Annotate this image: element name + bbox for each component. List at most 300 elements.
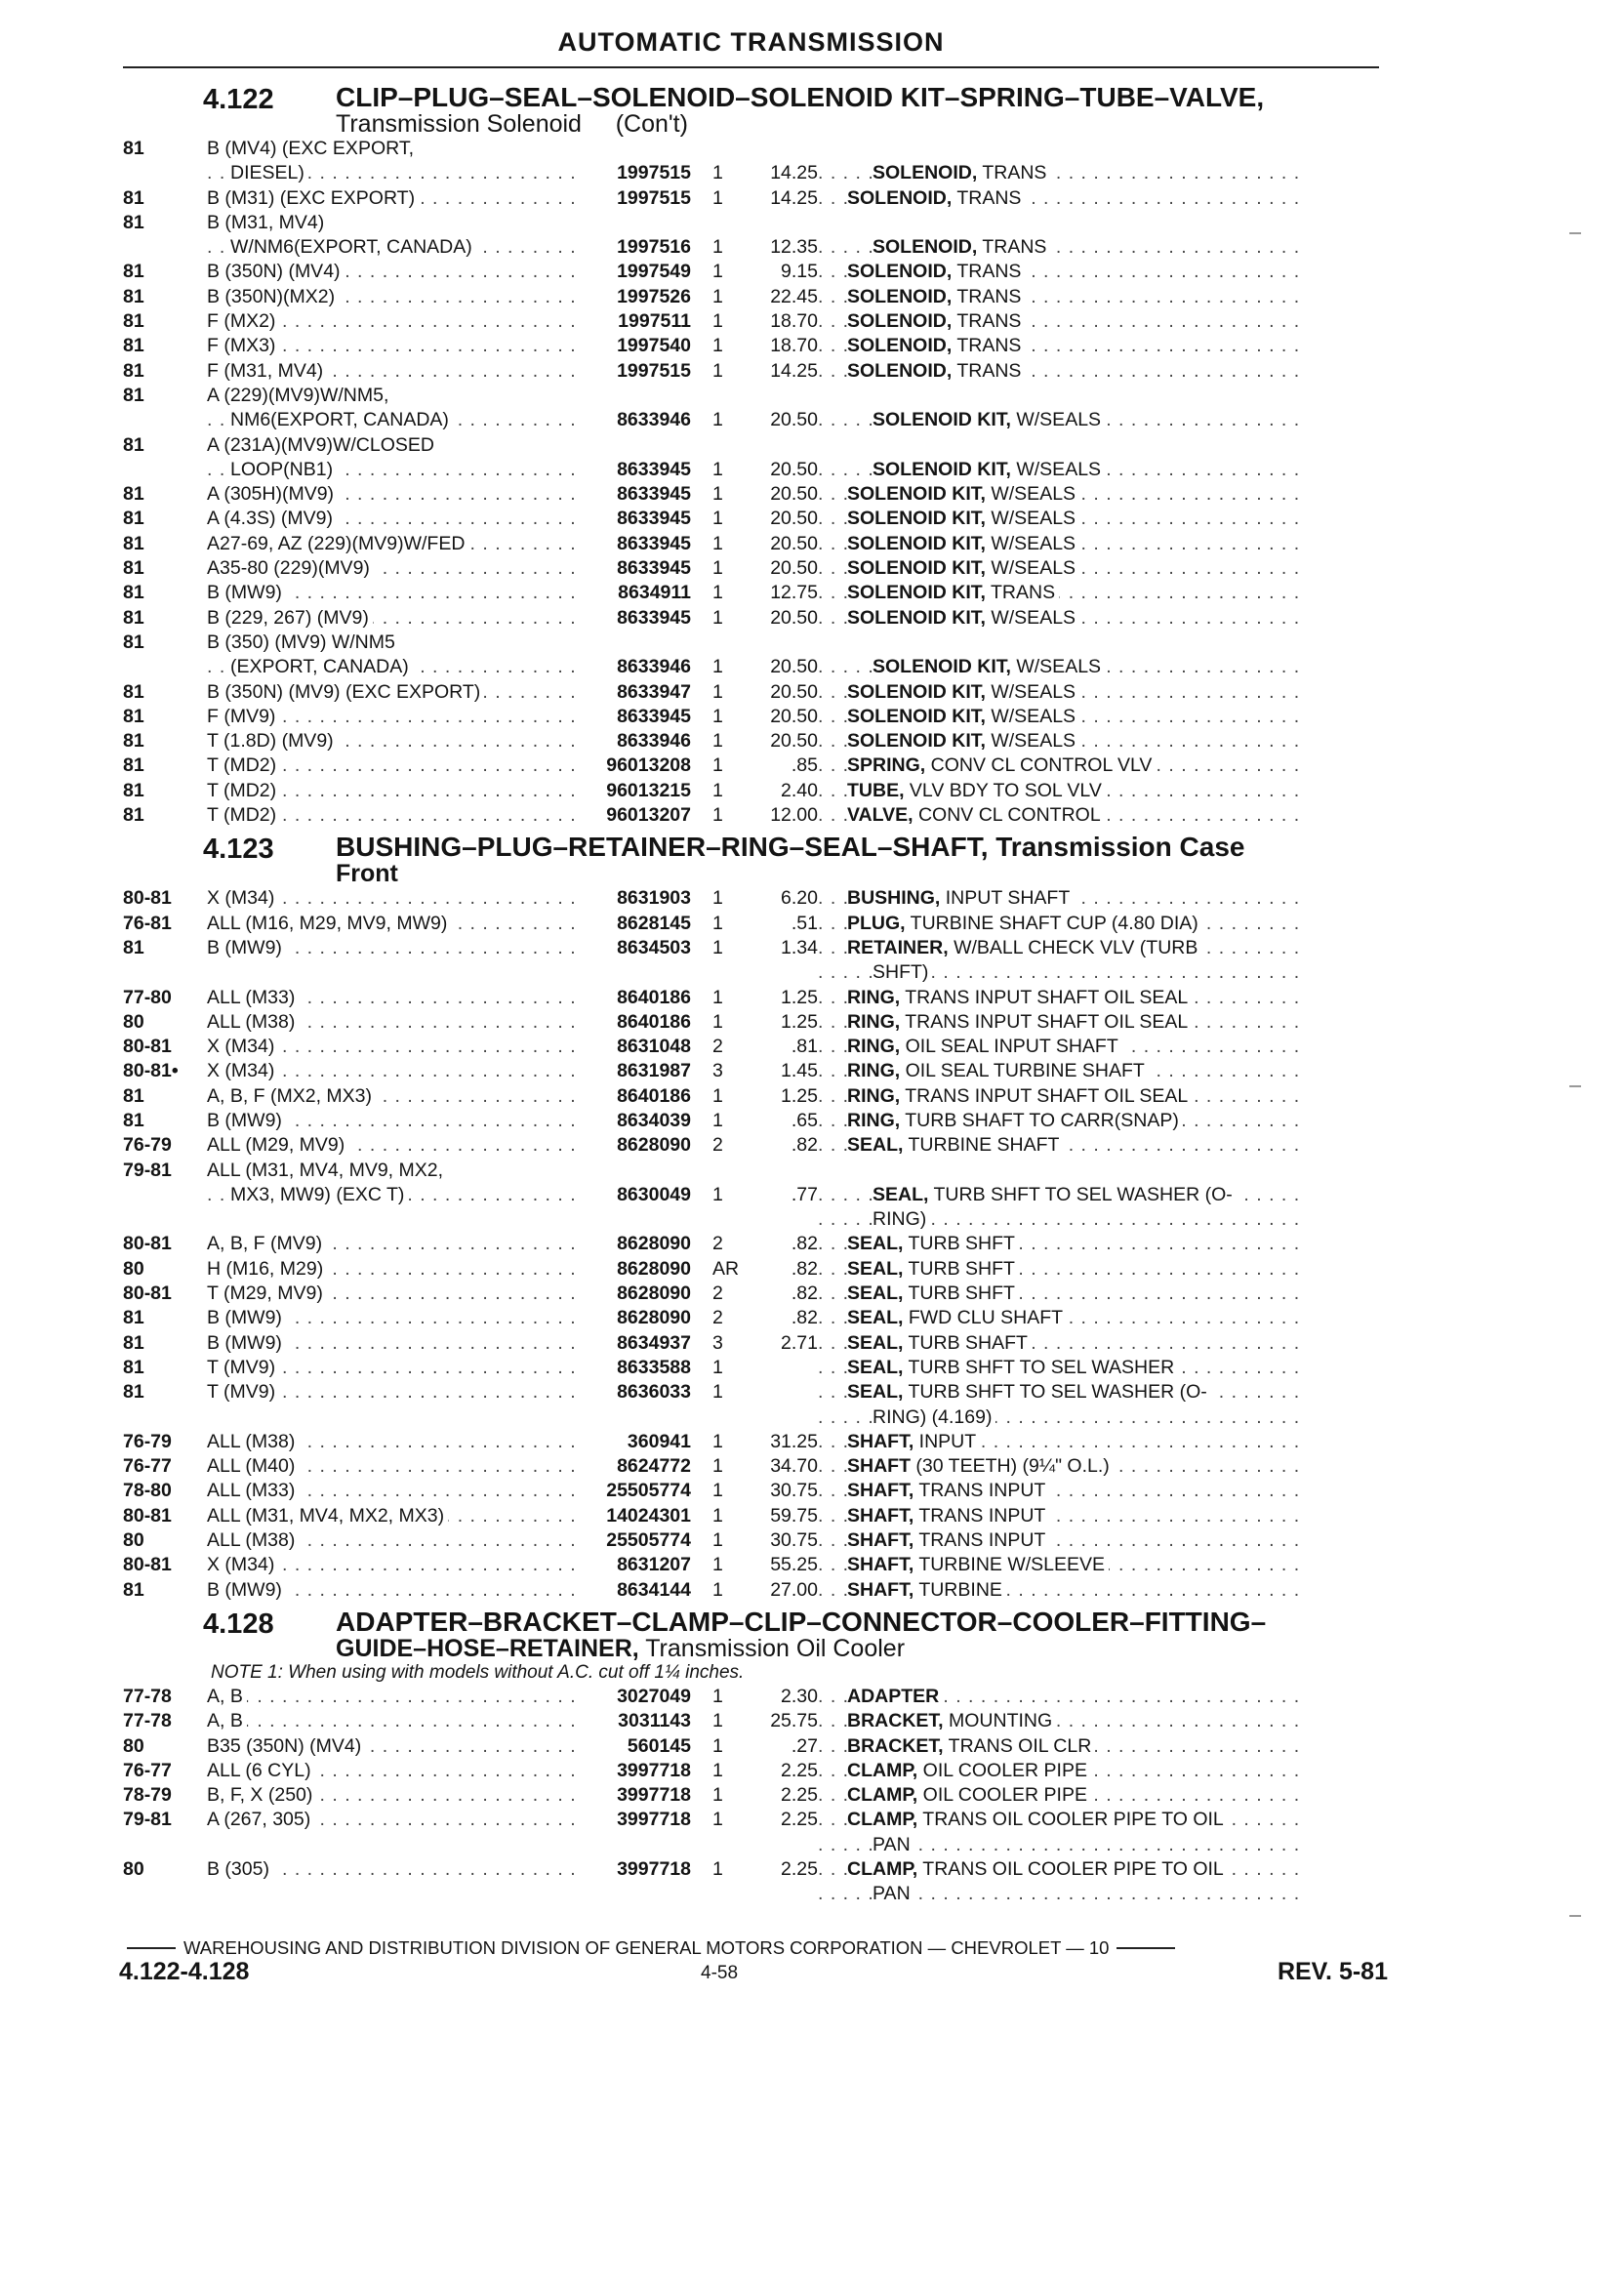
table-row [119,1454,1388,1479]
margin-mark [1569,232,1581,234]
part-name [847,706,1079,727]
application-text: (EXPORT, CANADA) [230,656,413,677]
table-row [119,1356,1388,1380]
part-name [847,557,1079,579]
part-number: 8636033 [617,1381,691,1404]
application-text: B (350N) (MV4) [207,261,345,282]
part-number: 8628090 [617,1257,691,1280]
application-text: NM6(EXPORT, CANADA) [230,409,453,430]
part-name-cell [818,211,1306,235]
part-name-detail: RING) (4.169) [873,1405,993,1428]
application-text: ALL (M29, MV9) [207,1134,348,1156]
application-text: T (MD2) [207,754,280,776]
table-row [119,1282,1388,1306]
application-cell [207,1183,584,1207]
table-row [119,1734,1388,1759]
part-name [873,162,1050,183]
part-name [847,1085,1192,1107]
quantity: 1 [712,236,723,259]
application-cell [207,960,584,985]
part-name-detail: INPUT [914,1430,977,1452]
part-name-cell [818,1159,1306,1183]
part-name [847,1011,1192,1033]
part-number: 8630049 [617,1183,691,1205]
part-name-detail: OIL SEAL TURBINE SHAFT [900,1060,1145,1082]
model-year: 80-81 [123,1504,172,1527]
table-row [119,705,1388,729]
part-number: 8640186 [617,1010,691,1033]
part-name-bold: SOLENOID KIT, [873,458,1011,480]
part-name [847,310,1025,332]
table-row [119,1430,1388,1454]
part-name-detail: TRANS OIL COOLER PIPE TO OIL [917,1858,1224,1880]
part-name [847,1784,1091,1806]
part-name [847,508,1079,529]
quantity: 1 [712,680,723,703]
part-name-detail: W/SEALS [985,532,1076,554]
table-row [119,1306,1388,1330]
application-cell [207,581,584,605]
part-name-bold: SHAFT, [847,1554,914,1576]
model-year: 80-81 [123,887,172,910]
price: 12.75 [770,582,818,604]
part-name [847,138,851,159]
part-name [847,261,1025,282]
parts-listing [119,78,1388,1907]
model-year [119,960,207,985]
application-cell [207,384,584,408]
part-name-cell [818,606,1306,631]
part-number: 8633945 [617,705,691,727]
part-number: 1997515 [617,359,691,382]
price: 30.75 [770,1529,818,1552]
application-cell [207,285,584,309]
application-cell [207,235,584,260]
part-number [584,1159,691,1183]
application-text: ALL (M16, M29, MV9, MW9) [207,913,451,934]
price: .81 [791,1036,818,1058]
application-text: F (MV9) [207,706,279,727]
part-number: 8633945 [617,557,691,580]
model-year: 81 [123,1307,144,1329]
price [746,1833,818,1857]
application-cell [207,779,584,803]
part-number: 8633946 [617,409,691,431]
application-text: A, B [207,1710,247,1731]
application-cell [207,556,584,581]
application-cell [207,1833,584,1857]
part-number: 560145 [627,1734,691,1757]
model-year: 81 [123,384,144,406]
model-year: 81 [123,186,144,209]
part-name [847,582,1059,603]
part-name [873,1834,914,1855]
table-row [119,235,1388,260]
application-cell [207,803,584,828]
model-year: 76-79 [123,1134,172,1157]
table-row [119,1808,1388,1832]
price: 12.35 [770,236,818,259]
part-name-detail: TURBINE SHAFT CUP (4.80 DIA) [905,912,1198,934]
model-year [119,161,207,185]
price: 18.70 [770,310,818,333]
price: 1.25 [781,1010,818,1033]
table-row [119,1578,1388,1603]
price: .82 [791,1134,818,1157]
part-name [847,1307,1067,1328]
part-name-bold: CLAMP, [847,1858,918,1880]
part-name-cell [818,1882,1306,1906]
model-year: 81 [123,680,144,703]
application-cell [207,1035,584,1059]
quantity: 1 [712,1480,723,1502]
table-row [119,803,1388,828]
part-name-bold: SPRING, [847,754,926,777]
application-cell [207,408,584,432]
part-name-cell [818,1133,1306,1158]
part-name-bold: SEAL, [847,1233,904,1255]
footer-division-text: WAREHOUSING AND DISTRIBUTION DIVISION OF GENERAL MOTORS CORPORATION — CHEVROLET — 10 [183,1937,1110,1958]
table-row [119,137,1388,161]
part-name-detail: TURB SHFT [903,1282,1015,1305]
quantity: 1 [712,508,723,530]
table-row [119,532,1388,556]
table-row [119,433,1388,458]
part-name-cell [818,1528,1306,1553]
application-text: F (MX3) [207,335,279,356]
application-text: H (M16, M29) [207,1258,327,1280]
part-name-cell [818,1331,1306,1356]
price: 20.50 [770,705,818,727]
table-row [119,334,1388,358]
price: 14.25 [770,359,818,382]
model-year: 81 [123,310,144,333]
model-year [119,1183,207,1207]
part-name-bold: SOLENOID, [847,261,953,283]
part-name-bold: SOLENOID KIT, [847,582,986,604]
application-cell [207,1306,584,1330]
part-name-cell [818,1010,1306,1035]
part-name-detail: TRANS INPUT SHAFT OIL SEAL [900,1084,1189,1107]
table-row [119,986,1388,1010]
application-text: T (MV9) [207,1381,279,1403]
application-text: B (MW9) [207,937,286,958]
application-text: ALL (6 CYL) [207,1760,315,1781]
part-name [873,656,1105,677]
part-name [847,987,1192,1008]
part-name-cell [818,1808,1306,1832]
part-name [847,730,1079,752]
part-name-bold: SHAFT, [847,1430,914,1452]
application-text: B (MW9) [207,1579,286,1601]
application-cell [207,1059,584,1083]
part-name-detail: TURB SHFT TO SEL WASHER (O- [903,1381,1207,1404]
part-number: 96013208 [606,754,691,777]
part-name [847,385,851,406]
price: 2.25 [781,1759,818,1781]
part-name [847,212,851,233]
part-name [847,1735,1095,1757]
page-header-title: AUTOMATIC TRANSMISSION [557,27,945,57]
part-number: 8633946 [617,730,691,753]
section-title: ADAPTER–BRACKET–CLAMP–CLIP–CONNECTOR–COOLER–FITTING– [336,1606,1267,1637]
part-name-detail: TRANS OIL COOLER PIPE TO OIL [917,1809,1224,1831]
quantity: 1 [712,186,723,209]
part-name-detail: OIL COOLER PIPE [917,1784,1087,1807]
part-name [847,780,1106,801]
application-cell [207,1356,584,1380]
part-name-bold: SOLENOID KIT, [847,557,986,580]
model-year: 81 [123,1109,144,1131]
part-name-cell [818,779,1306,803]
table-row [119,1759,1388,1783]
part-name-bold: SOLENOID, [847,335,953,357]
application-text: X (M34) [207,887,278,909]
part-name-cell [818,384,1306,408]
model-year: 80-81• [123,1060,179,1082]
part-name-detail: W/SEALS [985,508,1076,530]
table-row [119,161,1388,185]
model-year: 81 [123,335,144,357]
part-name-bold: SEAL, [873,1183,929,1205]
part-name-cell [818,1479,1306,1503]
part-name-detail: TURBINE W/SLEEVE [914,1554,1106,1576]
part-number: 8633588 [617,1356,691,1378]
model-year: 81 [123,631,144,653]
quantity: 1 [712,458,723,480]
application-cell [207,1159,584,1183]
quantity [691,960,746,985]
part-name-bold: SOLENOID KIT, [873,409,1011,431]
part-name-detail: RING) [873,1208,927,1231]
part-number [584,960,691,985]
quantity [691,137,746,161]
section-subtitle [336,111,1388,137]
quantity: 1 [712,1010,723,1033]
part-name-detail: FWD CLU SHAFT [903,1307,1064,1329]
application-text [230,1208,234,1230]
section-1 [119,834,1388,1603]
application-text [230,1406,234,1428]
part-number: 8624772 [617,1455,691,1478]
part-name-cell [818,803,1306,828]
application-cell [207,886,584,911]
price: .82 [791,1282,818,1305]
quantity: 1 [712,1504,723,1527]
application-text: B (MW9) [207,582,286,603]
application-cell [207,606,584,631]
part-name-bold: SHAFT [847,1455,911,1478]
part-number: 96013207 [606,804,691,827]
quantity [691,433,746,458]
part-name [847,1036,1122,1057]
part-name-bold: CLAMP, [847,1809,918,1831]
part-name-cell [818,581,1306,605]
part-name-bold: RING, [847,1084,901,1107]
quantity: 2 [712,1233,723,1255]
model-year: 81 [123,1381,144,1404]
price: 20.50 [770,606,818,629]
part-name-bold: SHAFT, [847,1480,914,1502]
application-cell [207,753,584,778]
price: 59.75 [770,1504,818,1527]
part-number [584,1207,691,1232]
application-cell [207,655,584,679]
quantity: 1 [712,1685,723,1707]
application-text: ALL (M38) [207,1529,299,1551]
table-row [119,260,1388,284]
part-name-cell [818,1783,1306,1808]
part-number [584,1833,691,1857]
quantity: 1 [712,1455,723,1478]
application-cell [207,1504,584,1528]
table-row [119,1331,1388,1356]
quantity: 1 [712,409,723,431]
quantity [691,211,746,235]
part-name-detail: TURB SHAFT TO CARR(SNAP) [900,1109,1179,1131]
quantity [691,631,746,655]
model-year: 81 [123,754,144,777]
part-number: 8633945 [617,532,691,554]
price: 20.50 [770,508,818,530]
price: 1.25 [781,1084,818,1107]
price: 25.75 [770,1710,818,1732]
part-name-bold: SOLENOID, [873,162,978,184]
model-year: 81 [123,606,144,629]
part-name [873,1184,1237,1205]
model-year: 81 [123,804,144,827]
application-text: B (305) [207,1858,273,1880]
application-cell [207,532,584,556]
application-text: B (350N)(MX2) [207,286,339,307]
part-number: 3997718 [617,1858,691,1880]
quantity: 1 [712,335,723,357]
model-year: 81 [123,557,144,580]
price: 2.40 [781,779,818,801]
application-text: B (229, 267) (MV9) [207,607,373,629]
part-name-bold: SEAL, [847,1282,904,1305]
part-name-detail: W/SEALS [1010,458,1102,480]
quantity: 1 [712,1430,723,1452]
part-name [847,1686,943,1707]
part-name-detail: (30 TEETH) (9¼" O.L.) [911,1455,1110,1478]
quantity: 1 [712,1809,723,1831]
part-name-cell [818,161,1306,185]
part-name-bold: SOLENOID KIT, [847,730,986,753]
application-text: T (M29, MV9) [207,1282,327,1304]
section-subtitle-bold: Front [336,860,398,888]
section-2 [119,1608,1388,1907]
quantity: 2 [712,1036,723,1058]
part-number: 8633945 [617,483,691,506]
part-name-bold: SOLENOID, [847,310,953,333]
section-subtitle-text: Transmission Oil Cooler [638,1634,906,1662]
application-text: T (MD2) [207,780,280,801]
part-number: 3997718 [617,1759,691,1781]
model-year: 81 [123,1084,144,1107]
part-number [584,1882,691,1906]
part-name-detail: PAN [873,1883,911,1905]
price: .82 [791,1257,818,1280]
part-name-bold: RING, [847,1036,901,1058]
quantity [691,384,746,408]
part-number: 8631207 [617,1554,691,1576]
part-number: 96013215 [606,779,691,801]
part-name-cell [818,309,1306,334]
quantity: 1 [712,1183,723,1205]
application-cell [207,1109,584,1133]
part-name [847,483,1079,505]
part-number: 1997549 [617,261,691,283]
part-name [847,286,1025,307]
part-name-detail: TURBINE [914,1578,1002,1601]
part-number: 8634937 [617,1331,691,1354]
application-cell [207,334,584,358]
application-cell [207,631,584,655]
part-name-detail: CONV CL CONTROL VLV [925,754,1153,777]
section-title: CLIP–PLUG–SEAL–SOLENOID–SOLENOID KIT–SPRING–TUBE–VALVE, [336,82,1265,112]
price: 55.25 [770,1554,818,1576]
part-name-bold: RING, [847,1109,901,1131]
application-cell [207,705,584,729]
application-text: A (267, 305) [207,1809,314,1830]
part-name-cell [818,482,1306,507]
table-row [119,1059,1388,1083]
price [746,1356,818,1380]
part-name-detail: TRANS [952,310,1022,333]
part-name [873,236,1050,258]
part-name-bold: SEAL, [847,1331,904,1354]
quantity: 1 [712,1734,723,1757]
part-name [847,533,1079,554]
part-name-detail: PAN [873,1833,911,1855]
model-year: 77-78 [123,1710,172,1732]
application-cell [207,507,584,531]
part-number: 8640186 [617,1084,691,1107]
part-name-detail: W/SEALS [985,483,1076,506]
table-row [119,1109,1388,1133]
application-text: B (MW9) [207,1332,286,1354]
price: .85 [791,754,818,777]
model-year [119,1882,207,1906]
model-year: 78-79 [123,1784,172,1807]
table-row [119,507,1388,531]
part-name-detail: TRANS INPUT SHAFT OIL SEAL [900,1010,1189,1033]
part-name-cell [818,729,1306,753]
table-row [119,1084,1388,1109]
part-name-bold: SEAL, [847,1257,904,1280]
part-name-cell [818,631,1306,655]
part-name-bold: VALVE, [847,804,914,827]
part-number [584,137,691,161]
part-name [847,1554,1109,1575]
part-name-bold: RETAINER, [847,936,949,958]
part-name-bold: ADAPTER [847,1685,940,1707]
section-subtitle-text: Transmission Solenoid (Con't) [336,110,688,138]
part-name [847,1282,1019,1304]
application-cell [207,1133,584,1158]
table-row [119,581,1388,605]
part-name-cell [818,1282,1306,1306]
part-name [847,1060,1149,1081]
part-name-detail: W/SEALS [985,730,1076,753]
model-year: 76-81 [123,912,172,934]
table-row [119,482,1388,507]
price: .51 [791,912,818,934]
model-year: 77-78 [123,1685,172,1707]
price [746,137,818,161]
quantity: 1 [712,804,723,827]
